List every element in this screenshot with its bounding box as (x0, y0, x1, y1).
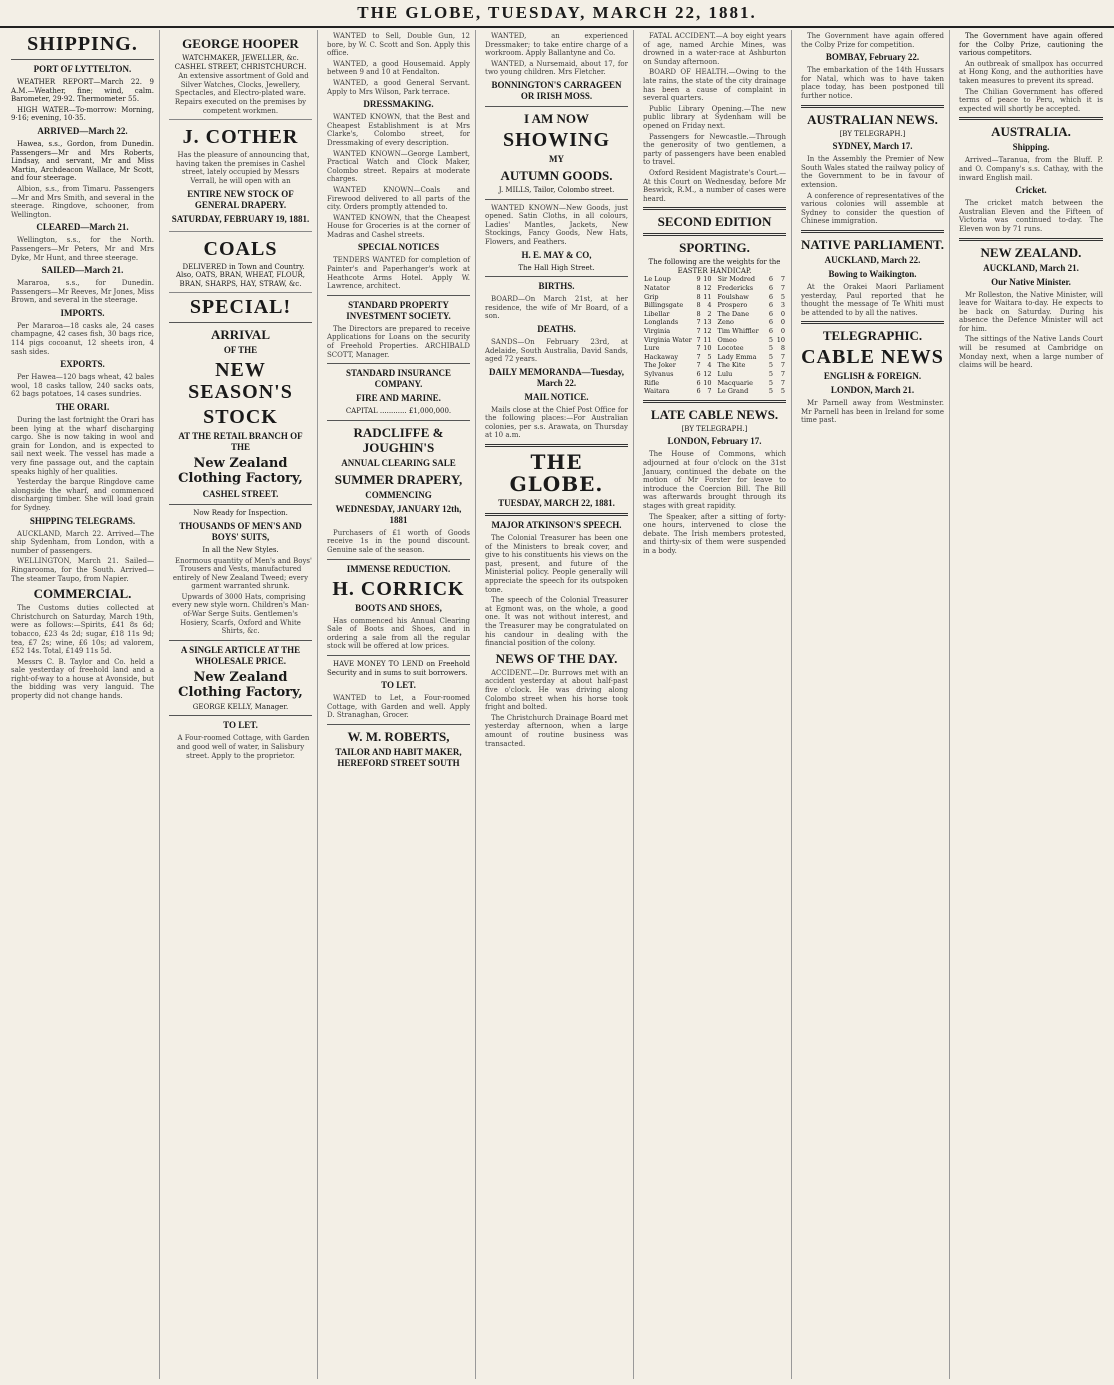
weight-st: 6 (768, 292, 773, 301)
coals-text: DELIVERED in Town and Country. Also, OATS, BRAN, WHEAT, FLOUR, BRAN, SHARPS, HAY, STRAW, &c. (175, 262, 306, 288)
weight-st: 6 (768, 301, 773, 310)
race-entry (717, 370, 787, 379)
clothing-ad: SPECIAL! ARRIVAL OF THE NEW SEASON'S STOCK AT THE RETAIL BRANCH OF THE New Zealand Clothing Factory, CASHEL STREET. Now Ready for Inspection. THOUSANDS OF MEN'S AND BOYS' SUITS, In all the New Styles. Enormous quantity of Men's and Boys' Trousers and Vests, manufactured entirely of New Zealand Tweed; every garment warranted shrunk. Upwards of 3000 Hats, comprising every new style worn. Children's Man-of-War Serge Suits. Gentlemen's Hosiery, Scarfs, Oxford and White Shirts, &c. A SINGLE ARTICLE AT THE WHOLESALE PRICE. New Zealand Clothing Factory, GEORGE KELLY, Manager. TO LET. A Four-roomed Cottage, with Garden and good well of water, in Salisbury street. Apply to the proprietor. (169, 296, 312, 760)
weight-lb: 5 (707, 352, 712, 361)
london-2: LONDON, March 21. (830, 385, 915, 396)
retail-branch: AT THE RETAIL BRANCH OF THE (178, 431, 303, 453)
weight-lb: 7 (780, 378, 785, 387)
race-entry (717, 387, 787, 396)
roberts-sub: TAILOR AND HABIT MAKER, HEREFORD STREET SOUTH (335, 746, 462, 768)
globe-title: THE GLOBE. (509, 450, 604, 497)
race-entry (643, 353, 713, 362)
auckland-date: AUCKLAND, March 22. (824, 254, 921, 265)
of-the: OF THE (223, 345, 258, 356)
weight-lb: 7 (780, 361, 785, 370)
nz-heading: NEW ZEALAND. (980, 244, 1082, 260)
weight-st: 5 (768, 378, 773, 387)
hooper-place: CASHEL STREET, CHRISTCHURCH. (174, 62, 307, 71)
nz-clothing-factory-2: New Zealand Clothing Factory, (178, 669, 303, 700)
my: MY (549, 153, 564, 164)
now-showing: I AM NOW (524, 110, 589, 126)
weight-st: 5 (768, 370, 773, 378)
weight-st: 6 (768, 284, 773, 293)
horse-name: The Joker (644, 361, 676, 370)
cother-title: J. COTHER (182, 126, 299, 149)
showing: SHOWING (502, 128, 611, 151)
stock-heading: STOCK (203, 406, 278, 429)
horse-name: Lure (644, 344, 660, 353)
weight-lb: 13 (703, 318, 712, 327)
horse-name: Omeo (717, 335, 737, 344)
globe-date: TUESDAY, MARCH 22, 1881. (498, 498, 615, 509)
sailed-heading: SAILED—March 21. (41, 265, 124, 276)
shipping-sub: Shipping. (1012, 142, 1050, 153)
column-5: FATAL ACCIDENT.—A boy eight years of age, named Archie Mines, was drowned in a water-race at Ashburton on Sunday afternoon. BOARD OF HEALTH.—Owing to the late rains, the state of the city drainage has been a cause of complaint in several quarters. Public Library Opening.—The new public library at Sydenham will be opened on Friday next. Passengers for Newcastle.—Through the generosity of two gentlemen, a party of passengers have been enabled to travel. Oxford Resident Magistrate's Court.—At this Court on Wednesday, before Mr Beswick, R.M., a number of cases were heard. SECOND EDITION SPORTING. The following are the weights for the EASTER HANDICAP. Le Loup 9 10 Natator 8 12 Grip 8 11 Billingsgate 8 4 Libellar 8 2 Longlands 7 13 Virginia 7 12 Virginia Water 7 11 Lure 7 10 Hackaway 7 5 The Joker 7 4 Sylvanus 6 12 Rifle 6 10 Waitara 6 7 Sir Modred 6 7 Fredericks 6 7 Foulshaw 6 5 Prospero 6 3 The Dane 6 0 Zeno 6 0 Tim Whiffler 6 0 Omeo 5 10 Locotee 5 8 Lady Emma 5 7 The Kite 5 7 Lulu 5 7 Macquarie 5 7 Le Grand 5 5 LATE CABLE NEWS. [BY TELEGRAPH.] LONDON, February 17. The House of Commons, which adjourned at four o'clock on the 31st January, continued the debate on the motion of Mr Forster for leave to introduce the Coercion Bill. The Bill was afterwards brought through its stages with great rapidity. The Speaker, after a sitting of forty-one hours, intervened to close the debate. The Irish members protested, and thirty-six of them were suspended in a body. (638, 30, 792, 1379)
london-date: LONDON, February 17. (667, 436, 762, 447)
may-co: H. E. MAY & CO, (521, 249, 592, 260)
weight-st: 6 (768, 275, 773, 284)
late-cable: LATE CABLE NEWS. (650, 406, 779, 422)
weight-lb: 10 (703, 344, 712, 353)
weight-st: 6 (696, 387, 701, 396)
shipping-telegrams-heading: SHIPPING TELEGRAMS. (29, 515, 136, 526)
boots-shoes: BOOTS AND SHOES, (355, 602, 442, 613)
weight-st: 7 (696, 327, 701, 336)
weather-report: WEATHER REPORT—March 22. 9 A.M.—Weather, fine; wind, calm. Barometer, 29·92. Thermometer 55. (11, 78, 154, 104)
race-entry (643, 379, 713, 388)
radcliffe-title: RADCLIFFE & JOUGHIN'S (353, 424, 444, 455)
arrival-heading: ARRIVAL (211, 327, 270, 343)
money-to-lend: HAVE MONEY TO LEND on Freehold Security and in sums to suit borrowers. (327, 659, 470, 677)
bowing: Bowing to Waikington. (828, 268, 917, 279)
sale-date: WEDNESDAY, JANUARY 12th, 1881 (335, 503, 462, 525)
english-foreign: ENGLISH & FOREIGN. (823, 371, 922, 382)
weight-lb: 12 (703, 284, 712, 293)
race-entry (717, 301, 787, 310)
annual-clearing: ANNUAL CLEARING SALE (341, 457, 456, 468)
weight-lb: 12 (703, 370, 712, 378)
now-ready: Now Ready for Inspection. (193, 509, 288, 518)
spif-title: STANDARD PROPERTY INVESTMENT SOCIETY. (346, 299, 451, 321)
to-let-heading: TO LET. (223, 720, 258, 731)
race-entry (717, 293, 787, 302)
race-entry (643, 387, 713, 396)
horse-name: Le Loup (644, 275, 671, 284)
weight-st: 8 (696, 301, 701, 310)
race-entry (643, 344, 713, 353)
insurance-title: STANDARD INSURANCE COMPANY. (345, 368, 452, 390)
weight-st: 5 (768, 387, 773, 396)
arrived-heading: ARRIVED—March 22. (37, 125, 128, 136)
race-entry (717, 275, 787, 284)
the-hall: The Hall High Street. (518, 263, 595, 272)
mail-heading: MAIL NOTICE. (524, 391, 589, 402)
by-telegraph-2: [BY TELEGRAPH.] (839, 129, 906, 138)
race-entry (717, 379, 787, 388)
weight-lb: 11 (703, 335, 712, 344)
horse-name: Longlands (644, 318, 679, 327)
horse-name: Hackaway (644, 352, 679, 361)
horse-name: Foulshaw (717, 292, 749, 301)
colby-note: The Government have again offered for the Colby Prize, cautioning the various competitors. (959, 32, 1103, 58)
memo-heading: DAILY MEMORANDA—Tuesday, March 22. (488, 366, 625, 388)
weight-st: 7 (696, 344, 701, 353)
horse-name: Sir Modred (717, 275, 756, 284)
wholesale-heading: A SINGLE ARTICLE AT THE WHOLESALE PRICE. (180, 644, 301, 666)
manager-name: GEORGE KELLY, Manager. (192, 702, 289, 711)
weight-st: 9 (696, 275, 701, 284)
cother-date: SATURDAY, FEBRUARY 19, 1881. (171, 213, 310, 224)
column-2 (164, 30, 318, 1379)
weight-lb: 0 (780, 327, 785, 336)
weight-st: 7 (696, 361, 701, 370)
weight-lb: 3 (780, 301, 785, 310)
corrick-title: H. CORRICK (332, 577, 465, 600)
coals-ad (169, 232, 312, 294)
australian-news: AUSTRALIAN NEWS. (807, 111, 938, 127)
nz-clothing-factory: New Zealand Clothing Factory, (178, 456, 303, 487)
news-heading: NEWS OF THE DAY. (495, 650, 618, 666)
weight-lb: 5 (780, 292, 785, 301)
horse-name: Natator (644, 284, 670, 293)
race-entry (643, 310, 713, 319)
shipping-heading: SHIPPING. (27, 33, 138, 55)
horse-name: Libellar (644, 309, 670, 318)
weight-st: 6 (696, 370, 701, 378)
autumn-goods: AUTUMN GOODS. (500, 167, 613, 183)
mills-tailor: J. MILLS, Tailor, Colombo street. (498, 185, 615, 194)
to-let-2: TO LET. (381, 680, 416, 691)
second-edition: SECOND EDITION (657, 214, 772, 230)
orari-heading: THE ORARI. (55, 402, 110, 413)
weight-st: 7 (696, 352, 701, 361)
weight-st: 7 (696, 318, 701, 327)
weight-lb: 7 (780, 284, 785, 293)
roberts-title: W. M. ROBERTS, (347, 728, 450, 744)
weight-st: 5 (768, 335, 773, 344)
weight-lb: 0 (780, 318, 785, 327)
race-entry (717, 344, 787, 353)
columns (6, 30, 1108, 1379)
cashel-street: CASHEL STREET. (202, 489, 279, 500)
special-heading: SPECIAL! (189, 296, 292, 319)
race-entry (643, 370, 713, 379)
immense-reduction: IMMENSE REDUCTION. (346, 563, 451, 574)
native-minister: Our Native Minister. (991, 276, 1071, 287)
race-entry (717, 310, 787, 319)
weight-lb: 10 (703, 275, 712, 284)
weight-st: 6 (768, 309, 773, 318)
horse-name: Zeno (717, 318, 734, 327)
column-1: SHIPPING. PORT OF LYTTELTON. WEATHER REPORT—March 22. 9 A.M.—Weather, fine; wind, calm. Barometer, 29·92. Thermometer 55. HIGH WATER—To-morrow: Morning, 9·16; evening, 10·35. ARRIVED—March 22. Hawea, s.s., Gordon, from Dunedin. Passengers—Mr and Mrs Roberts, Lindsay, and servant, Mr and Miss Martin, Archdeacon Wallace, Mr Scott, and four steerage. Albion, s.s., from Timaru. Passengers—Mr and Mrs Smith, and several in the steerage. Ringdove, schooner, from Wellington. CLEARED—March 21. Wellington, s.s., for the North. Passengers—Mr Peters, Mr and Mrs Dyke, Mr Hunt, and three steerage. SAILED—March 21. Mararoa, s.s., for Dunedin. Passengers—Mr Reeves, Mr Jones, Miss Brown, and several in the steerage. IMPORTS. Per Mararoa—18 casks ale, 24 cases champagne, 42 cases fish, 30 bags rice, 114 pigs cocoanut, 12 sheets iron, 4 sash sides. EXPORTS. Per Hawea—120 bags wheat, 42 bales wool, 18 casks tallow, 240 sacks oats, 62 bags potatoes, 14 cases sundries. THE ORARI. During the last fortnight the Orari has been lying at the wharf discharging cargo. She is now taking in wool and grain for London, and is expected to sail next week. The vessel has made a very fine passage out, and the captain speaks highly of her qualities. Yesterday the barque Ringdove came alongside the wharf, and commenced discharging timber. She will load grain for Sydney. SHIPPING TELEGRAMS. AUCKLAND, March 22. Arrived—The ship Sydenham, from London, with a number of passengers. WELLINGTON, March 21. Sailed—Ringarooma, for the South. Arrived—The steamer Taupo, from Napier. COMMERCIAL. The Customs duties collected at Christchurch on Saturday, March 19th, were as follows:—Spirits, £41 8s 6d; tobacco, £23 4s 2d; sugar, £18 11s 9d; tea, £7 2s; wine, £6 10s; ad valorem, £52 14s. Total, £149 11s 5d. Messrs C. B. Taylor and Co. held a sale yesterday of freehold land and a right-of-way to a house at Avonside, but the bidding was very languid. The property did not change hands. (6, 30, 160, 1379)
hooper-title: GEORGE HOOPER (182, 36, 299, 51)
telegraphic: TELEGRAPHIC. (822, 328, 923, 344)
cleared-heading: CLEARED—March 21. (36, 222, 129, 233)
weight-lb: 7 (780, 370, 785, 378)
horse-name: Grip (644, 292, 659, 301)
weight-lb: 10 (776, 335, 785, 344)
cother-stock: ENTIRE NEW STOCK OF GENERAL DRAPERY. (187, 188, 294, 210)
weight-lb: 7 (707, 387, 712, 396)
native-parliament: NATIVE PARLIAMENT. (801, 236, 945, 252)
weight-lb: 10 (703, 378, 712, 387)
births-heading: BIRTHS. (538, 281, 575, 292)
horse-name: Le Grand (717, 387, 749, 396)
column-6: The Government have again offered the Colby Prize for competition. BOMBAY, February 22. The embarkation of the 14th Hussars for Natal, which was to have taken place today, has been postponed till further notice. AUSTRALIAN NEWS. [BY TELEGRAPH.] SYDNEY, March 17. In the Assembly the Premier of New South Wales stated the railway policy of the Government to be in favour of extension. A conference of representatives of the various colonies will assemble at Sydney to consider the question of Chinese immigration. NATIVE PARLIAMENT. AUCKLAND, March 22. Bowing to Waikington. At the Orakei Maori Parliament yesterday, Paul reported that he thought the message of Te Whiti must be attended to by all the natives. TELEGRAPHIC. CABLE NEWS ENGLISH & FOREIGN. LONDON, March 21. Mr Parnell away from Westminster. Mr Parnell has been in Ireland for some time past. (796, 30, 950, 1379)
weight-lb: 7 (780, 352, 785, 361)
horse-name: Prospero (717, 301, 748, 310)
weight-st: 8 (696, 309, 701, 318)
imports-heading: IMPORTS. (60, 307, 105, 318)
race-entry (643, 284, 713, 293)
summer-drapery: SUMMER DRAPERY, (334, 471, 463, 487)
hooper-ad: GEORGE HOOPER WATCHMAKER, JEWELLER, &c. CASHEL STREET, CHRISTCHURCH. An extensive assortment of Gold and Silver Watches, Clocks, Jewellery, Spectacles, and Electro-plated ware. Repairs executed on the premises by competent workmen. (169, 30, 312, 120)
race-entry (643, 361, 713, 370)
race-entry (643, 293, 713, 302)
tide-report: HIGH WATER—To-morrow: Morning, 9·16; evening, 10·35. (11, 105, 154, 123)
deaths-heading: DEATHS. (537, 323, 576, 334)
thousands-suits: THOUSANDS OF MEN'S AND BOYS' SUITS, (179, 520, 302, 542)
auckland-2: AUCKLAND, March 21. (983, 262, 1079, 273)
horse-name: Sylvanus (644, 370, 674, 378)
weight-st: 5 (768, 344, 773, 353)
coals-title: COALS (203, 237, 278, 260)
weight-lb: 5 (780, 387, 785, 396)
race-entry (643, 318, 713, 327)
horse-name: Macquarie (717, 378, 753, 387)
new-season-heading: NEW SEASON'S (188, 359, 293, 404)
cricket-sub: Cricket. (1015, 185, 1047, 196)
horse-name: The Dane (717, 309, 750, 318)
horse-name: Fredericks (717, 284, 754, 293)
race-entry (643, 301, 713, 310)
australia-heading: AUSTRALIA. (991, 124, 1071, 140)
weight-st: 6 (696, 378, 701, 387)
horse-name: Lulu (717, 370, 733, 378)
race-entry (717, 336, 787, 345)
weight-lb: 2 (707, 309, 712, 318)
port-subheading: PORT OF LYTTELTON. (33, 64, 132, 74)
race-table-1 (643, 275, 713, 395)
race-entry (717, 284, 787, 293)
exports-heading: EXPORTS. (60, 359, 105, 370)
arrived-text: Hawea, s.s., Gordon, from Dunedin. Passengers—Mr and Mrs Roberts, Lindsay, and servant, Mr and Miss Martin, Archdeacon Wallace, Mr Scott, and four steerage. (11, 139, 154, 183)
race-entry (643, 327, 713, 336)
weight-st: 5 (768, 352, 773, 361)
column-7: The Government have again offered for the Colby Prize, cautioning the various competitors. An outbreak of smallpox has occurred at Hong Kong, and the authorities have taken measures to prevent its spread. The Chilian Government has offered terms of peace to Peru, which it is expected will shortly be accepted. AUSTRALIA. Shipping. Arrived—Taranua, from the Bluff. P. and O. Company's s.s. Cathay, with the inward English mail. Cricket. The cricket match between the Australian Eleven and the Fifteen of Victoria was continued to-day. The Eleven won by 71 runs. NEW ZEALAND. AUCKLAND, March 21. Our Native Minister. Mr Rolleston, the Native Minister, will leave for Waitara to-day. He expects to be back on Saturday. During his absence the Defence Minister will act for him. The sittings of the Native Lands Court will be resumed at Cambridge on Monday next, when a large number of claims will be heard. (959, 32, 1103, 370)
weight-lb: 0 (780, 309, 785, 318)
race-entry (643, 336, 713, 345)
horse-name: The Kite (717, 361, 746, 370)
commercial-heading: COMMERCIAL. (33, 586, 132, 602)
weight-st: 6 (768, 327, 773, 336)
weight-st: 8 (696, 284, 701, 293)
hooper-sub: WATCHMAKER, JEWELLER, &c. (182, 54, 299, 62)
race-entry (717, 353, 787, 362)
weight-lb: 4 (707, 361, 712, 370)
race-entry (717, 327, 787, 336)
race-entry (643, 275, 713, 284)
commencing: COMMENCING (365, 489, 432, 500)
weight-lb: 8 (780, 344, 785, 353)
capital: CAPITAL ............ £1,000,000. (345, 407, 452, 416)
leader-title: MAJOR ATKINSON'S SPEECH. (491, 520, 622, 531)
horse-name: Waitara (644, 387, 670, 396)
weight-st: 6 (768, 318, 773, 327)
horse-name: Lady Emma (717, 352, 757, 361)
weight-lb: 4 (707, 301, 712, 310)
bombay-date: BOMBAY, February 22. (825, 52, 920, 63)
cable-news: CABLE NEWS (801, 346, 944, 369)
weight-st: 7 (696, 335, 701, 344)
horse-name: Virginia Water (644, 335, 692, 344)
weight-lb: 11 (703, 292, 712, 301)
weight-st: 5 (768, 361, 773, 370)
race-title: The following are the weights for the EASTER HANDICAP. (648, 258, 781, 275)
race-entry (717, 318, 787, 327)
horse-name: Virginia (644, 327, 671, 336)
cother-ad: J. COTHER Has the pleasure of announcing that, having taken the premises in Cashel street, lately occupied by Messrs Verrall, he will open with an ENTIRE NEW STOCK OF GENERAL DRAPERY. SATURDAY, FEBRUARY 19, 1881. (169, 120, 312, 231)
column-3: WANTED to Sell, Double Gun, 12 bore, by W. C. Scott and Son. Apply this office. WANTED, a good Housemaid. Apply between 9 and 10 at Fendalton. WANTED, a good General Servant. Apply to Mrs Wilson, Park terrace. DRESSMAKING. WANTED KNOWN, that the Best and Cheapest Establishment is at Mrs Clarke's, Colombo street, for Dressmaking of every description. WANTED KNOWN—George Lambert, Practical Watch and Clock Maker, Colombo street. Repairs at moderate charges. WANTED KNOWN—Coals and Firewood delivered to all parts of the city. Orders promptly attended to. WANTED KNOWN, that the Cheapest House for Groceries is at the corner of Madras and Cashel streets. SPECIAL NOTICES TENDERS WANTED for completion of Painter's and Paperhanger's work at Heathcote Arms Hotel. Apply W. Lawrence, architect. STANDARD PROPERTY INVESTMENT SOCIETY. The Directors are prepared to receive Applications for Loans on the security of Freehold Properties. ARCHIBALD SCOTT, Manager. STANDARD INSURANCE COMPANY. FIRE AND MARINE. CAPITAL ............ £1,000,000. RADCLIFFE & JOUGHIN'S ANNUAL CLEARING SALE SUMMER DRAPERY, COMMENCING WEDNESDAY, JANUARY 12th, 1881 Purchasers of £1 worth of Goods receive 1s in the pound discount. Genuine sale of the season. IMMENSE REDUCTION. H. CORRICK BOOTS AND SHOES, Has commenced his Annual Clearing Sale of Boots and Shoes, and in ordering a sale from all the regular stock will be offered at low prices. HAVE MONEY TO LEND on Freehold Security and in sums to suit borrowers. TO LET. WANTED to Let, a Four-roomed Cottage, with Garden and well. Apply D. Stranaghan, Grocer. W. M. ROBERTS, TAILOR AND HABIT MAKER, HEREFORD STREET SOUTH (322, 30, 476, 1379)
horse-name: Billingsgate (644, 301, 684, 310)
by-telegraph: [BY TELEGRAPH.] (681, 424, 748, 433)
horse-name: Locotee (717, 344, 744, 353)
sporting-heading: SPORTING. (679, 240, 750, 256)
race-table-2 (717, 275, 787, 395)
horse-name: Tim Whiffler (717, 327, 759, 336)
weight-lb: 12 (703, 327, 712, 336)
race-entry (717, 361, 787, 370)
column-4: WANTED, an experienced Dressmaker; to take entire charge of a workroom. Apply Ballantyne and Co. WANTED, a Nursemaid, about 17, for two young children. Mrs Fletcher. BONNINGTON'S CARRAGEEN OR IRISH MOSS. I AM NOW SHOWING MY AUTUMN GOODS. J. MILLS, Tailor, Colombo street. WANTED KNOWN—New Goods, just opened. Satin Cloths, in all colours, Ladies' Mantles, Jackets, New Stockings, Fancy Goods, New Hats, Flowers, and Feathers. H. E. MAY & CO, The Hall High Street. BIRTHS. BOARD—On March 21st, at her residence, the wife of Mr Board, of a son. DEATHS. SANDS—On February 23rd, at Adelaide, South Australia, David Sands, aged 72 years. DAILY MEMORANDA—Tuesday, March 22. MAIL NOTICE. Mails close at the Chief Post Office for the following places:—For Australian colonies, per s.s. Arawata, on Thursday at 10 a.m. THE GLOBE. TUESDAY, MARCH 22, 1881. MAJOR ATKINSON'S SPEECH. The Colonial Treasurer has been one of the Ministers to break cover, and give to his constituents his views on the past, present, and future of the Ministerial policy. People generally will appreciate the speech for its outspoken tone. The speech of the Colonial Treasurer at Egmont was, on the whole, a good one. It was not without interest, and the Treasurer may be congratulated on his candour in dealing with the financial position of the colony. NEWS OF THE DAY. ACCIDENT.—Dr. Burrows met with an accident yesterday at about half-past five o'clock. He was driving along Colombo street when his horse took fright and bolted. The Christchurch Drainage Board met yesterday afternoon, when a large amount of routine business was transacted. (480, 30, 634, 1379)
weight-st: 8 (696, 292, 701, 301)
sydney-date: SYDNEY, March 17. (832, 141, 913, 152)
horse-name: Rifle (644, 378, 660, 387)
fire-marine: FIRE AND MARINE. (356, 393, 441, 404)
special-notices-heading: SPECIAL NOTICES (357, 242, 440, 253)
masthead: THE GLOBE, TUESDAY, MARCH 22, 1881. (0, 0, 1114, 28)
dressmaking-heading: DRESSMAKING. (363, 99, 434, 110)
new-styles: In all the New Styles. (202, 545, 279, 554)
weight-lb: 7 (780, 275, 785, 284)
